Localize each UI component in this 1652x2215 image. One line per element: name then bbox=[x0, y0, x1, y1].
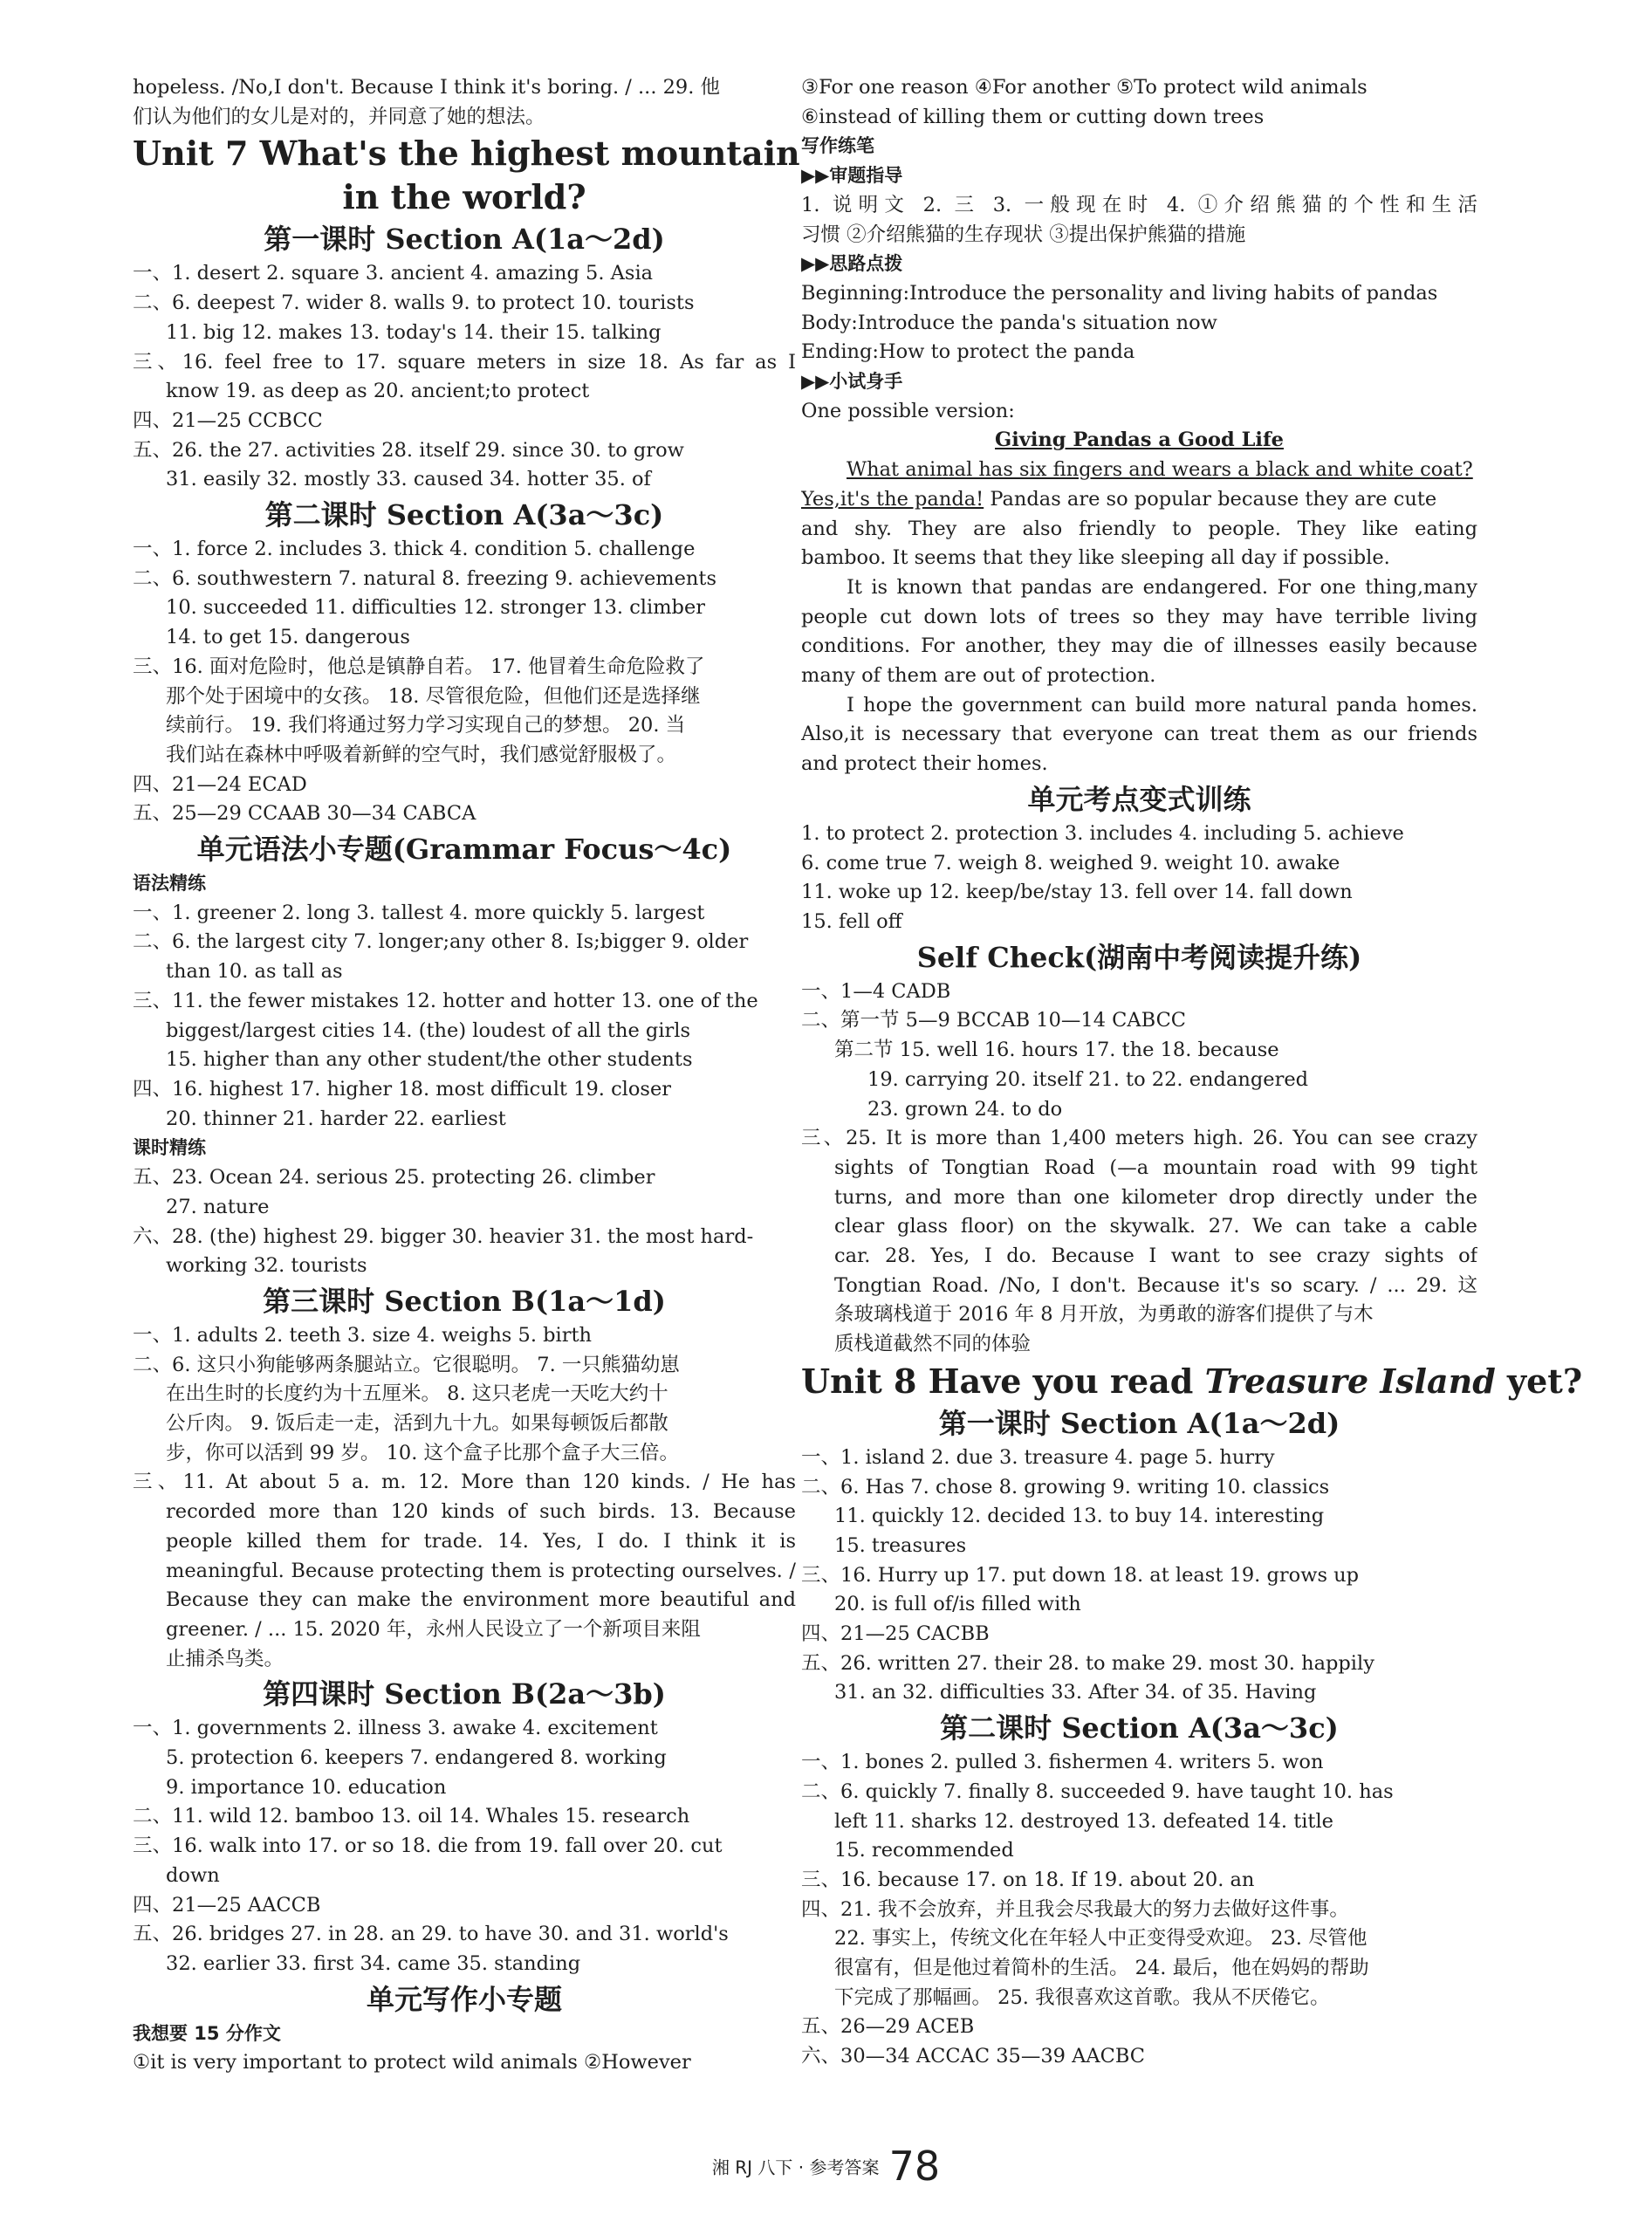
unit-title bbox=[801, 1360, 1583, 1403]
answer-line: 二、第一节 5—9 BCCAB 10—14 CABCC bbox=[801, 1009, 1187, 1032]
answer-line: 三、16. 面对危险时，他总是镇静自若。 17. 他冒着生命危险救了 bbox=[133, 655, 705, 678]
answer-line: ①it is very important to protect wild animals ②However bbox=[133, 2051, 691, 2074]
sub-heading: 语法精练 bbox=[133, 873, 206, 895]
answer-line: 四、21. 我不会放弃，并且我会尽我最大的努力去做好这件事。 bbox=[801, 1897, 1349, 1921]
essay-line bbox=[801, 485, 1477, 515]
answer-line: 1. 说明文 2. 三 3. 一般现在时 4. ①介绍熊猫的个性和生活 bbox=[801, 193, 1477, 216]
answer-line: 11. quickly 12. decided 13. to buy 14. interesting bbox=[834, 1505, 1325, 1528]
section-heading: 单元考点变式训练 bbox=[1027, 782, 1251, 816]
section-heading: 第四课时 Section B(2a～3b) bbox=[263, 1677, 666, 1711]
answer-line: 六、30—34 ACCAC 35—39 AACBC bbox=[801, 2045, 1146, 2068]
essay-text: Pandas are so popular because they are cute bbox=[984, 487, 1437, 511]
answer-line: 续前行。 19. 我们将通过努力学习实现自己的梦想。 20. 当 bbox=[166, 714, 686, 737]
answer-line: 四、21—25 AACCB bbox=[133, 1893, 321, 1917]
answer-line: Body:Introduce the panda's situation now bbox=[801, 311, 1217, 334]
answer-line: 二、6. Has 7. chose 8. growing 9. writing 10. classics bbox=[801, 1475, 1330, 1498]
answer-line: 们认为他们的女儿是对的，并同意了她的想法。 bbox=[133, 105, 545, 128]
section-heading: Self Check(湖南中考阅读提升练) bbox=[916, 940, 1362, 974]
answer-line: 五、26—29 ACEB bbox=[801, 2015, 975, 2039]
essay-underlined-text: Yes,it's the panda! bbox=[801, 487, 984, 511]
answer-line: Tongtian Road. /No, I don't. Because it's so scary. / ... 29. 这 bbox=[834, 1273, 1477, 1297]
answer-line: 五、23. Ocean 24. serious 25. protecting 26. climber bbox=[133, 1166, 655, 1190]
section-heading: 单元语法小专题(Grammar Focus～4c) bbox=[196, 833, 732, 867]
answer-line: 23. grown 24. to do bbox=[867, 1097, 1063, 1121]
answer-line: 第二节 15. well 16. hours 17. the 18. because bbox=[834, 1039, 1279, 1062]
answer-line: 我们站在森林中呼吸着新鲜的空气时，我们感觉舒服极了。 bbox=[166, 743, 677, 766]
section-heading: 第一课时 Section A(1a～2d) bbox=[264, 223, 665, 257]
answer-line: than 10. as tall as bbox=[166, 960, 343, 984]
left-column bbox=[133, 73, 800, 2078]
answer-line: left 11. sharks 12. destroyed 13. defeated 14. title bbox=[834, 1809, 1333, 1833]
answer-line: turns, and more than one kilometer drop directly under the bbox=[834, 1185, 1477, 1209]
answer-line: 15. treasures bbox=[834, 1533, 967, 1557]
answer-line: 一、1—4 CADB bbox=[801, 979, 951, 1003]
answer-line: 二、6. quickly 7. finally 8. succeeded 9. have taught 10. has bbox=[801, 1780, 1394, 1803]
answer-line: 在出生时的长度约为十五厘米。 8. 这只老虎一天吃大约十 bbox=[166, 1382, 668, 1406]
answer-line: 一、1. desert 2. square 3. ancient 4. amazing 5. Asia bbox=[133, 262, 654, 285]
answer-line: 15. fell off bbox=[801, 909, 902, 933]
answer-line: ③For one reason ④For another ⑤To protect wild animals bbox=[801, 76, 1368, 99]
answer-line: 11. big 12. makes 13. today's 14. their 15. talking bbox=[166, 320, 661, 344]
answer-line: 32. earlier 33. first 34. came 35. standing bbox=[166, 1951, 581, 1975]
answer-line: 6. come true 7. weigh 8. weighed 9. weight 10. awake bbox=[801, 851, 1340, 874]
answer-line: 三、25. It is more than 1,400 meters high. 26. You can see crazy bbox=[801, 1127, 1477, 1150]
answer-line: down bbox=[166, 1863, 220, 1887]
answer-line: 五、26. bridges 27. in 28. an 29. to have 30. and 31. world's bbox=[133, 1923, 729, 1946]
answer-line: 10. succeeded 11. difficulties 12. stronger 13. climber bbox=[166, 596, 706, 620]
answer-line: 20. is full of/is filled with bbox=[834, 1593, 1081, 1616]
section-heading: 第一课时 Section A(1a～2d) bbox=[938, 1406, 1340, 1440]
answer-line: working 32. tourists bbox=[166, 1254, 367, 1278]
answer-line: 三、16. because 17. on 18. If 19. about 20. an bbox=[801, 1868, 1255, 1891]
answer-line: 20. thinner 21. harder 22. earliest bbox=[166, 1107, 506, 1130]
answer-line: 一、1. governments 2. illness 3. awake 4. excitement bbox=[133, 1717, 658, 1740]
answer-line: 15. higher than any other student/the other students bbox=[166, 1048, 693, 1072]
answer-line: 31. an 32. difficulties 33. After 34. of 35. Having bbox=[834, 1681, 1317, 1704]
answer-line: 步，你可以活到 99 岁。 10. 这个盒子比那个盒子大三倍。 bbox=[166, 1441, 680, 1464]
answer-line: 三、11. the fewer mistakes 12. hotter and hotter 13. one of the bbox=[133, 989, 758, 1012]
answer-line: and shy. They are also friendly to people. They like eating bbox=[801, 517, 1477, 540]
sub-heading: ▶▶思路点拨 bbox=[801, 253, 903, 275]
answer-line: 那个处于困境中的女孩。 18. 尽管很危险，但他们还是选择继 bbox=[166, 684, 701, 708]
essay-line: I hope the government can build more natural panda homes. bbox=[847, 693, 1477, 717]
answer-line: 很富有，但是他过着简朴的生活。 24. 最后，他在妈妈的帮助 bbox=[834, 1957, 1369, 1980]
answer-line: 质栈道截然不同的体验 bbox=[834, 1333, 1032, 1356]
answer-line: Beginning:Introduce the personality and living habits of pandas bbox=[801, 281, 1438, 305]
answer-line: One possible version: bbox=[801, 399, 1015, 422]
answer-line: and protect their homes. bbox=[801, 752, 1048, 776]
answer-line: ⑥instead of killing them or cutting down trees bbox=[801, 105, 1265, 128]
answer-line: 止捕杀鸟类。 bbox=[166, 1647, 284, 1670]
section-heading: 单元写作小专题 bbox=[366, 1982, 562, 2016]
right-column bbox=[801, 73, 1583, 2072]
essay-title: Giving Pandas a Good Life bbox=[995, 429, 1284, 452]
answer-line: 5. protection 6. keepers 7. endangered 8. working bbox=[166, 1746, 667, 1770]
answer-line: 三、11. At about 5 a. m. 12. More than 120 kinds. / He has bbox=[133, 1471, 796, 1494]
answer-line: 一、1. greener 2. long 3. tallest 4. more quickly 5. largest bbox=[133, 901, 705, 924]
unit-title: Unit 7 What's the highest mountain bbox=[133, 134, 800, 174]
essay-line: It is known that pandas are endangered. For one thing,many bbox=[847, 575, 1477, 599]
answer-line: 11. woke up 12. keep/be/stay 13. fell over 14. fall down bbox=[801, 881, 1353, 904]
essay-line bbox=[801, 456, 1477, 485]
answer-line: 条玻璃栈道于 2016 年 8 月开放，为勇敢的游客们提供了与木 bbox=[834, 1303, 1374, 1327]
answer-line: 15. recommended bbox=[834, 1839, 1014, 1862]
answer-line: 四、16. highest 17. higher 18. most difficult 19. closer bbox=[133, 1077, 672, 1101]
answer-line: 二、11. wild 12. bamboo 13. oil 14. Whales 15. research bbox=[133, 1805, 690, 1828]
section-heading: 第三课时 Section B(1a～1d) bbox=[263, 1284, 666, 1318]
answer-line: 14. to get 15. dangerous bbox=[166, 626, 410, 649]
answer-line: 一、1. island 2. due 3. treasure 4. page 5. hurry bbox=[801, 1445, 1275, 1469]
answer-line: Because they can make the environment more beautiful and bbox=[166, 1588, 796, 1612]
unit-title-part: Unit 8 Have you read bbox=[801, 1361, 1205, 1401]
answer-line: 31. easily 32. mostly 33. caused 34. hotter 35. of bbox=[166, 468, 651, 491]
answer-line: 下完成了那幅画。 25. 我很喜欢这首歌。我从不厌倦它。 bbox=[834, 1985, 1330, 2009]
answer-line: 二、6. southwestern 7. natural 8. freezing 9. achievements bbox=[133, 566, 717, 590]
answer-line: 一、1. bones 2. pulled 3. fishermen 4. writers 5. won bbox=[801, 1751, 1324, 1774]
answer-line: conditions. For another, they may die of illnesses easily because bbox=[801, 634, 1477, 658]
page-number: 78 bbox=[888, 2143, 941, 2190]
answer-line: 一、1. adults 2. teeth 3. size 4. weighs 5. birth bbox=[133, 1323, 593, 1347]
answer-line: 习惯 ②介绍熊猫的生存现状 ③提出保护熊猫的措施 bbox=[801, 223, 1246, 246]
answer-line: 二、6. the largest city 7. longer;any other 8. Is;bigger 9. older bbox=[133, 930, 749, 954]
answer-line: recorded more than 120 kinds of such birds. 13. Because bbox=[166, 1500, 796, 1524]
answer-line: people cut down lots of trees so they may have terrible living bbox=[801, 605, 1477, 628]
section-heading: 第二课时 Section A(3a～3c) bbox=[940, 1711, 1339, 1745]
sub-heading: 课时精练 bbox=[133, 1137, 206, 1159]
answer-line: 三、16. Hurry up 17. put down 18. at least 19. grows up bbox=[801, 1563, 1360, 1587]
answer-line: hopeless. /No,I don't. Because I think it's boring. / ... 29. 他 bbox=[133, 76, 721, 99]
answer-line: car. 28. Yes, I do. Because I want to see crazy sights of bbox=[834, 1245, 1477, 1268]
answer-line: biggest/largest cities 14. (the) loudest of all the girls bbox=[166, 1018, 691, 1042]
answer-line: 1. to protect 2. protection 3. includes 4. including 5. achieve bbox=[801, 821, 1404, 845]
answer-line: 四、21—25 CCBCC bbox=[133, 408, 323, 432]
answer-line: 三、16. feel free to 17. square meters in size 18. As far as I bbox=[133, 350, 796, 374]
answer-line: 三、16. walk into 17. or so 18. die from 19. fall over 20. cut bbox=[133, 1834, 723, 1858]
answer-line: greener. / ... 15. 2020 年，永州人民设立了一个新项目来阻 bbox=[166, 1617, 701, 1641]
answer-line: people killed them for trade. 14. Yes, I do. I think it is bbox=[166, 1529, 796, 1553]
answer-line: many of them are out of protection. bbox=[801, 664, 1156, 688]
answer-line: bamboo. It seems that they like sleeping all day if possible. bbox=[801, 546, 1390, 570]
answer-line: 二、6. 这只小狗能够两条腿站立。它很聪明。 7. 一只熊猫幼崽 bbox=[133, 1353, 680, 1376]
answer-line: 22. 事实上，传统文化在年轻人中正变得受欢迎。 23. 尽管他 bbox=[834, 1927, 1368, 1951]
answer-line: Ending:How to protect the panda bbox=[801, 340, 1135, 364]
answer-line: clear glass floor) on the skywalk. 27. We can take a cable bbox=[834, 1215, 1477, 1238]
answer-line: meaningful. Because protecting them is protecting ourselves. / bbox=[166, 1559, 796, 1582]
sub-heading: ▶▶审题指导 bbox=[801, 165, 903, 187]
answer-line: 四、21—25 CACBB bbox=[801, 1622, 990, 1646]
sub-heading: 写作练笔 bbox=[801, 135, 874, 157]
sub-heading: ▶▶小试身手 bbox=[801, 371, 903, 393]
answer-line: know 19. as deep as 20. ancient;to protect bbox=[166, 380, 590, 403]
answer-line: 公斤肉。 9. 饭后走一走，活到九十九。如果每顿饭后都散 bbox=[166, 1412, 668, 1436]
answer-line: Also,it is necessary that everyone can treat them as our friends bbox=[801, 723, 1477, 746]
answer-line: 27. nature bbox=[166, 1195, 270, 1218]
answer-line: 二、6. deepest 7. wider 8. walls 9. to protect 10. tourists bbox=[133, 291, 695, 315]
answer-line: 五、26. written 27. their 28. to make 29. most 30. happily bbox=[801, 1651, 1374, 1675]
answer-line: 9. importance 10. education bbox=[166, 1775, 447, 1799]
unit-title: in the world? bbox=[342, 177, 586, 217]
footer-label: 湘 RJ 八下 · 参考答案 bbox=[711, 2157, 880, 2178]
answer-line: 一、1. force 2. includes 3. thick 4. condition 5. challenge bbox=[133, 538, 696, 561]
page-footer bbox=[0, 2143, 1652, 2190]
essay-underlined-text: What animal has six fingers and wears a black and white coat? bbox=[847, 458, 1473, 482]
section-heading: 第二课时 Section A(3a～3c) bbox=[264, 498, 664, 532]
answer-line: 六、28. (the) highest 29. bigger 30. heavier 31. the most hard- bbox=[133, 1224, 754, 1248]
answer-line: 四、21—24 ECAD bbox=[133, 772, 307, 796]
sub-heading: 我想要 15 分作文 bbox=[133, 2022, 281, 2044]
answer-line: sights of Tongtian Road (—a mountain road with 99 tight bbox=[834, 1156, 1477, 1179]
answer-line: 五、25—29 CCAAB 30—34 CABCA bbox=[133, 802, 476, 826]
answer-line: 五、26. the 27. activities 28. itself 29. since 30. to grow bbox=[133, 438, 684, 462]
unit-title-part: yet? bbox=[1495, 1361, 1583, 1401]
book-title: Treasure Island bbox=[1204, 1361, 1496, 1401]
answer-line: 19. carrying 20. itself 21. to 22. endangered bbox=[867, 1067, 1309, 1091]
